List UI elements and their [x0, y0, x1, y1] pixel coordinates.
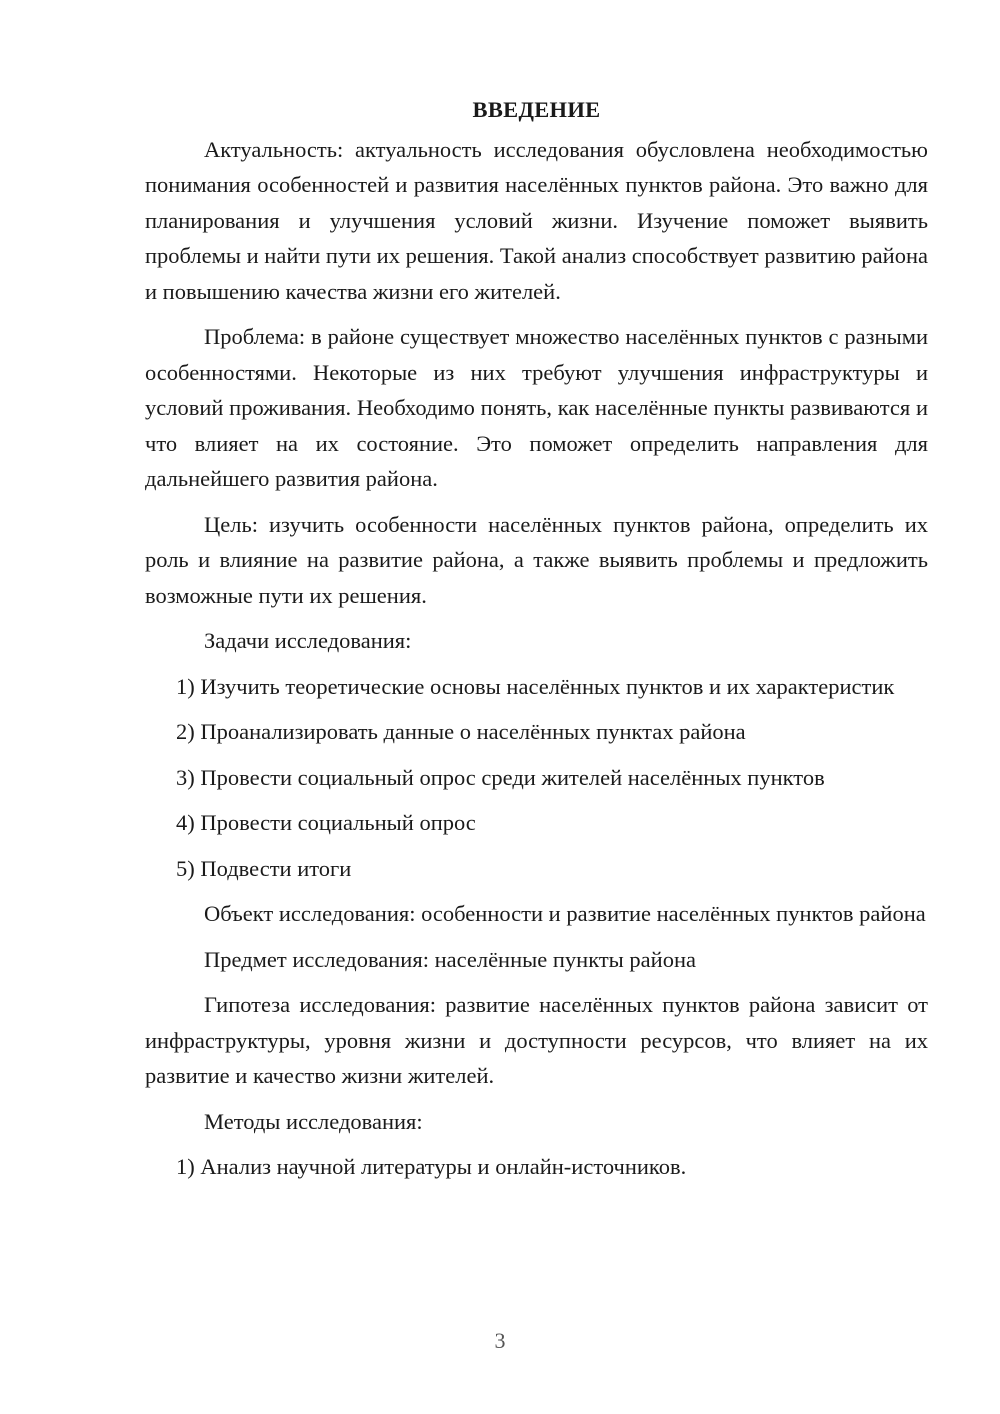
paragraph-problem: Проблема: в районе существует множество населённых пунктов с разными особенностями. Некоторые из них требуют улучшения инфраструктуры и условий проживания. Необходимо понять, как населённые пункты развиваются и что влияет на их состояние. Это поможет определить направления для дальнейшего развития района.	[145, 324, 928, 491]
methods-heading: Методы исследования:	[204, 1108, 423, 1134]
tasks-heading: Задачи исследования:	[204, 628, 412, 653]
method-item-1: 1) Анализ научной литературы и онлайн-источников.	[176, 1154, 687, 1179]
paragraph-relevance: Актуальность: актуальность исследования обусловлена необходимостью понимания особенностей и развития населённых пунктов района. Это важно для планирования и улучшения условий жизни. Изучение поможет выявить проблемы и найти пути их решения. Такой анализ способствует развитию района и повышению качества жизни его жителей.	[145, 136, 928, 304]
paragraph-object: Объект исследования: особенности и развитие населённых пунктов района	[204, 901, 926, 926]
task-item-4: 4) Провести социальный опрос	[176, 810, 476, 835]
task-item-2: 2) Проанализировать данные о населённых пунктах района	[176, 719, 746, 744]
paragraph-subject: Предмет исследования: населённые пункты района	[204, 946, 696, 972]
task-item-1: 1) Изучить теоретические основы населённых пунктов и их характеристик	[176, 673, 895, 699]
task-item-3: 3) Провести социальный опрос среди жителей населённых пунктов	[176, 764, 825, 790]
task-item-5: 5) Подвести итоги	[176, 855, 352, 881]
document-body	[145, 92, 928, 1195]
page-number: 3	[494, 1328, 506, 1353]
paragraph-goal: Цель: изучить особенности населённых пунктов района, определить их роль и влияние на развитие района, а также выявить проблемы и предложить возможные пути их решения.	[145, 511, 928, 608]
paragraph-hypothesis: Гипотеза исследования: развитие населённых пунктов района зависит от инфраструктуры, уровня жизни и доступности ресурсов, что влияет на их развитие и качество жизни жителей.	[145, 992, 928, 1088]
page-title: ВВЕДЕНИЕ	[472, 97, 601, 122]
